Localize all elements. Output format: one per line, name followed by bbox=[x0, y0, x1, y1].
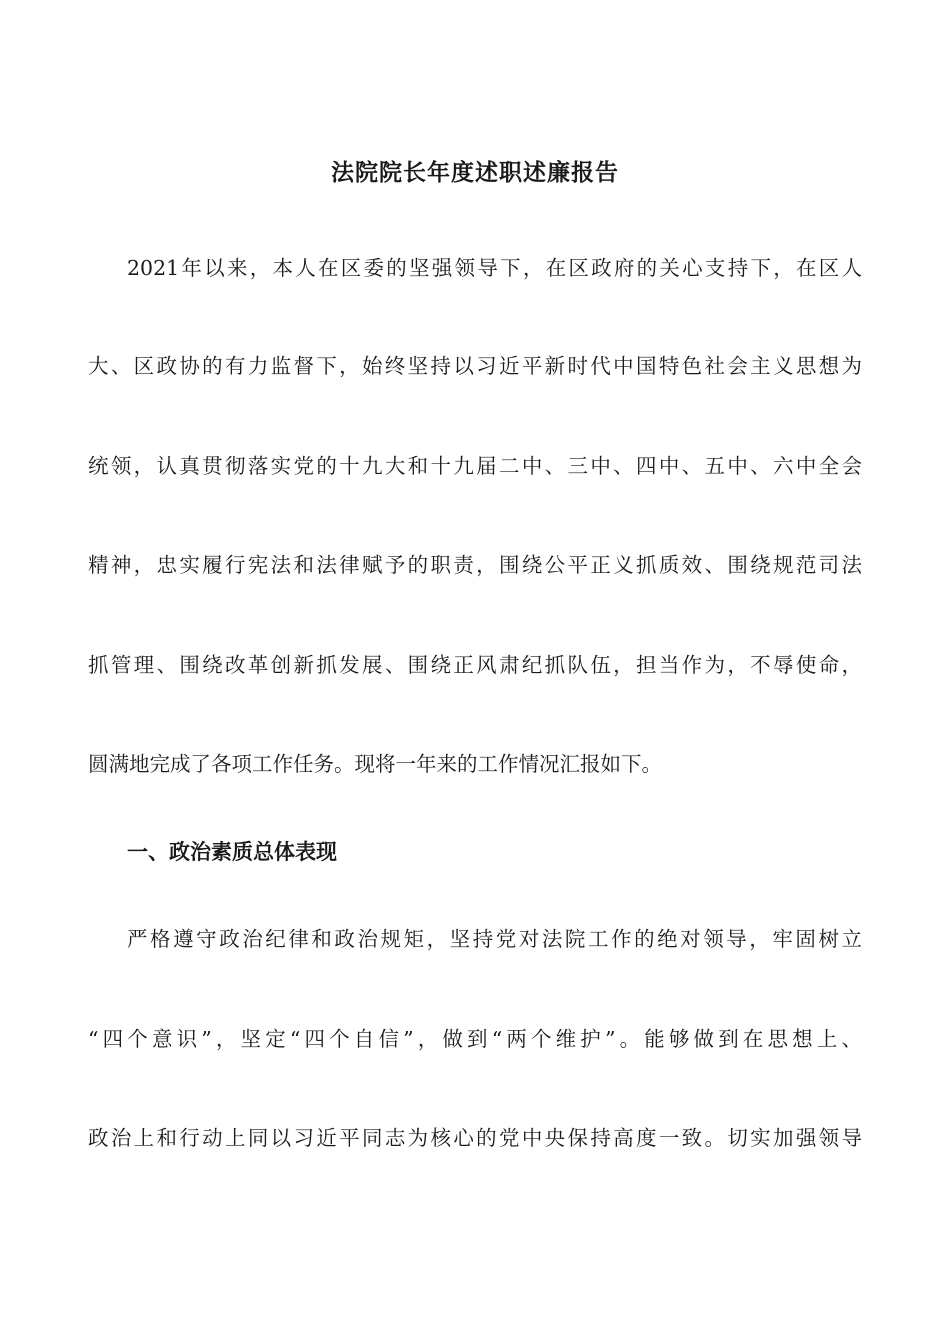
paragraph-line: 圆满地完成了各项工作任务。现将一年来的工作情况汇报如下。 bbox=[88, 752, 662, 776]
paragraph-line: 严格遵守政治纪律和政治规矩，坚持党对法院工作的绝对领导，牢固树立 bbox=[127, 927, 862, 951]
paragraph-line: 统领，认真贯彻落实党的十九大和十九届二中、三中、四中、五中、六中全会 bbox=[88, 454, 862, 478]
paragraph-line: 抓管理、围绕改革创新抓发展、围绕正风肃纪抓队伍，担当作为，不辱使命， bbox=[88, 653, 862, 677]
document-title: 法院院长年度述职述廉报告 bbox=[331, 160, 619, 186]
paragraph-line: 精神，忠实履行宪法和法律赋予的职责，围绕公平正义抓质效、围绕规范司法 bbox=[88, 553, 862, 577]
paragraph-line: “四个意识”，坚定“四个自信”，做到“两个维护”。能够做到在思想上、 bbox=[88, 1027, 862, 1051]
paragraph-line: 大、区政协的有力监督下，始终坚持以习近平新时代中国特色社会主义思想为 bbox=[88, 354, 862, 378]
paragraph-line: 2021年以来，本人在区委的坚强领导下，在区政府的关心支持下，在区人 bbox=[127, 256, 862, 280]
paragraph-line: 政治上和行动上同以习近平同志为核心的党中央保持高度一致。切实加强领导 bbox=[88, 1126, 862, 1150]
section-heading: 一、政治素质总体表现 bbox=[127, 840, 337, 864]
